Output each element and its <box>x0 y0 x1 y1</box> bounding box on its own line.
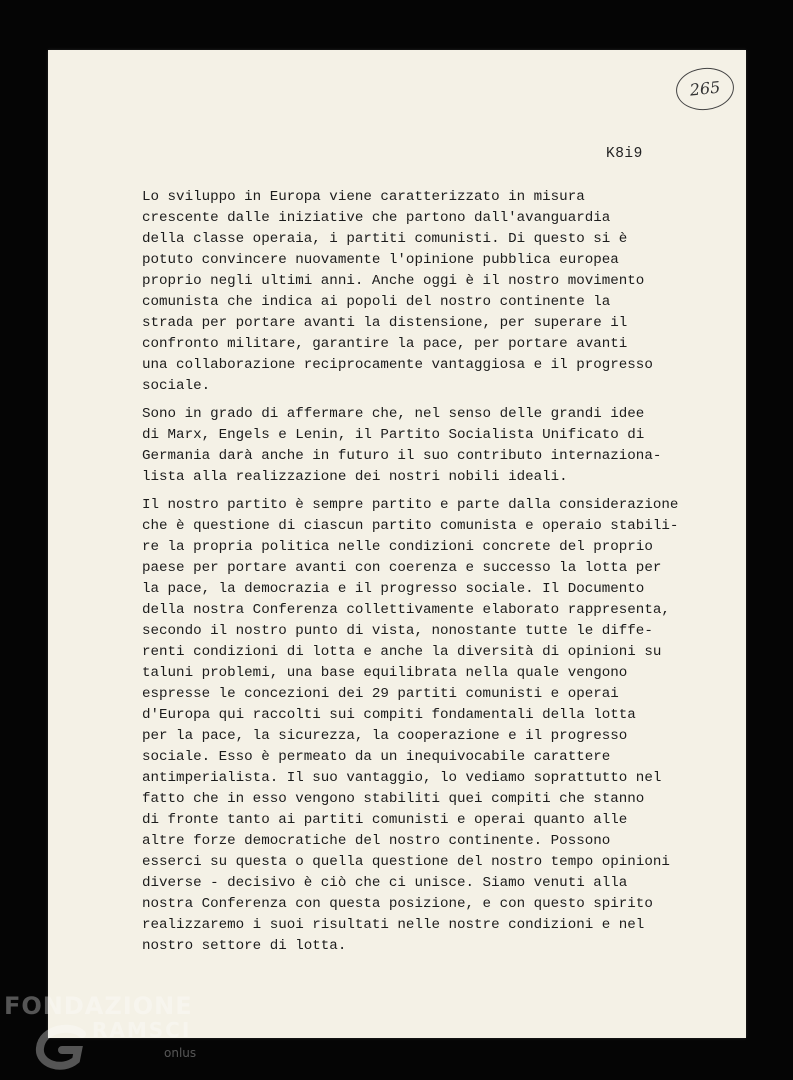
paragraph-2: Sono in grado di affermare che, nel senso delle grandi idee di Marx, Engels e Lenin, il Partito Socialista Unificato di Germania darà anche in futuro il suo contributo internaziona- lista alla realizzazione dei nostri nobili ideali. <box>142 406 662 485</box>
paragraph-1: Lo sviluppo in Europa viene caratterizzato in misura crescente dalle iniziative che partono dall'avanguardia della classe operaia, i partiti comunisti. Di questo si è potuto convincere nuovamente l'opinione pubblica europea proprio negli ultimi anni. Anche oggi è il nostro movimento comunista che indica ai popoli del nostro continente la strada per portare avanti la distensione, per superare il confronto militare, garantire la pace, per portare avanti una collaborazione reciprocamente vantaggiosa e il progresso sociale. <box>142 189 653 394</box>
archive-code: K8i9 <box>606 146 643 162</box>
paragraph-3: Il nostro partito è sempre partito e parte dalla considerazione che è questione di ciascun partito comunista e operaio stabili- re la propria politica nelle condizioni concrete del proprio paese per portare avanti con coerenza e successo la lotta per la pace, la democrazia e il progresso sociale. Il Documento della nostra Conferenza collettivamente elaborato rappresenta, secondo il nostro punto di vista, nonostante tutte le diffe- renti condizioni di lotta e anche la diversità di opinioni su taluni problemi, una base equilibrata nella quale vengono espresse le concezioni dei 29 partiti comunisti e operai d'Europa qui raccolti sui compiti fondamentali della lotta per la pace, la sicurezza, la cooperazione e il progresso sociale. Esso è permeato da un inequivocabile carattere antimperialista. Il suo vantaggio, lo vediamo soprattutto nel fatto che in esso vengono stabiliti quei compiti che stanno di fronte tanto ai partiti comunisti e operai quanto alle altre forze democratiche del nostro continente. Possono esserci su questa o quella questione del nostro tempo opinioni diverse - decisivo è ciò che ci unisce. Siamo venuti alla nostra Conferenza con questa posizione, e con questo spirito realizzaremo i suoi risultati nelle nostre condizioni e nel nostro settore di lotta. <box>142 497 679 954</box>
g-logo-icon <box>32 1024 92 1074</box>
typewritten-body <box>142 187 702 957</box>
foundation-watermark <box>4 990 204 1070</box>
watermark-line-onlus: onlus <box>164 1046 197 1060</box>
handwritten-page-number: 265 <box>674 65 736 113</box>
watermark-line-ramsci: RAMSCI <box>92 1018 192 1042</box>
watermark-line-fondazione: FONDAZIONE <box>4 992 193 1020</box>
